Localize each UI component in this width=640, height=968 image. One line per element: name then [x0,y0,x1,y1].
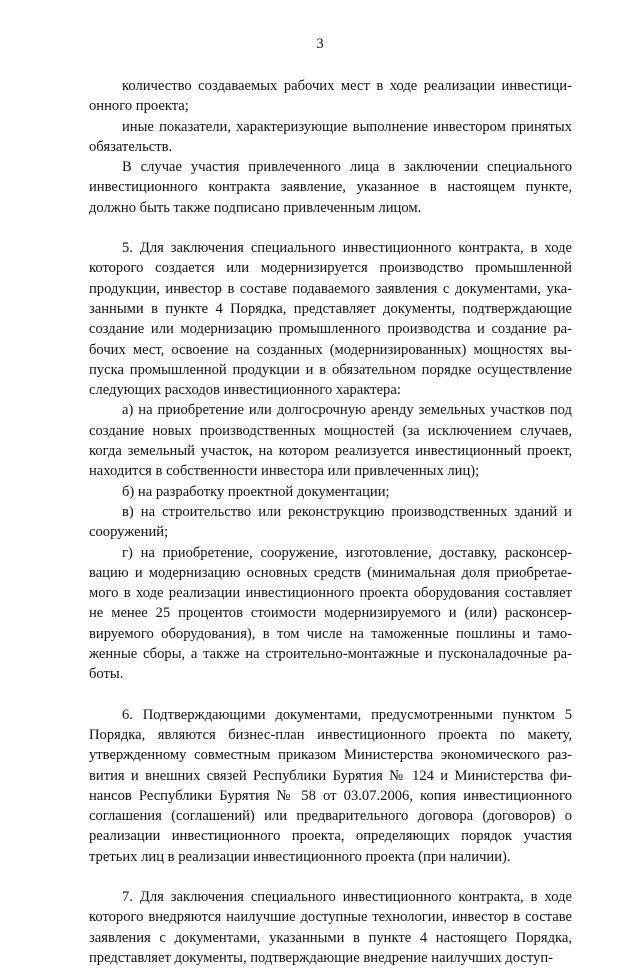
paragraph-clause-5-g: г) на приобретение, сооружение, изготовление, доставку, расконсервацию и модернизацию основных средств (минимальная доля приобретаемого в ходе реализации инвестиционного проекта оборудования составляет не менее 25 процентов стоимости модернизируемого и (или) расконсервируемого оборудования), в том числе на таможенные пошлины и таможенные сборы, а также на строительно-монтажные и пусконаладочные работы. [89,544,572,683]
page-number: 3 [316,36,324,52]
paragraph-other-indicators: иные показатели, характеризующие выполнение инвестором принятых обязательств. [89,118,572,155]
paragraph-jobs-count: количество создаваемых рабочих мест в ходе реализации инвестиционного проекта; [89,78,572,115]
paragraph-clause-5: 5. Для заключения специального инвестиционного контракта, в ходе которого создается или модернизируется производство промышленной продукции, инвестор в составе подаваемого заявления с документами, указанными в пункте 4 Порядка, представляет документы, подтверждающие создание или модернизацию промышленного производства и создание рабочих мест, освоение на созданных (модернизированных) мощностях выпуска промышленной продукции и в обязательном порядке осуществление следующих расходов инвестиционного характера: [89,240,572,399]
paragraph-clause-7: 7. Для заключения специального инвестиционного контракта, в ходе которого внедряются наилучшие доступные технологии, инвестор в составе заявления с документами, указанными в пункте 4 настоящего Порядка, представляет документы, подтверждающие внедрение наилучших доступ- [89,888,572,966]
paragraph-clause-5-b: б) на разработку проектной документации; [122,483,390,500]
paragraph-attracted-person: В случае участия привлеченного лица в заключении специального инвестиционного контракта заявление, указанное в настоящем пункте, должно быть также подписано привлеченным лицом. [89,159,572,216]
paragraph-clause-6: 6. Подтверждающими документами, предусмотренными пунктом 5 Порядка, являются бизнес-план инвестиционного проекта по макету, утвержденному совместным приказом Министерства экономического развития и внешних связей Республики Бурятия № 124 и Министерства финансов Республики Бурятия № 58 от 03.07.2006, копия инвестиционного соглашения (соглашений) или предварительного договора (договоров) о реализации инвестиционного проекта, определяющих порядок участия третьих лиц в реализации инвестиционного проекта (при наличии). [89,706,572,865]
document-body [89,76,572,968]
paragraph-clause-5-a: а) на приобретение или долгосрочную аренду земельных участков под создание новых производственных мощностей (за исключением случаев, когда земельный участок, на котором реализуется инвестиционный проект, находится в собственности инвестора или привлеченных лиц); [89,402,572,480]
paragraph-clause-5-v: в) на строительство или реконструкцию производственных зданий и сооружений; [89,503,572,541]
